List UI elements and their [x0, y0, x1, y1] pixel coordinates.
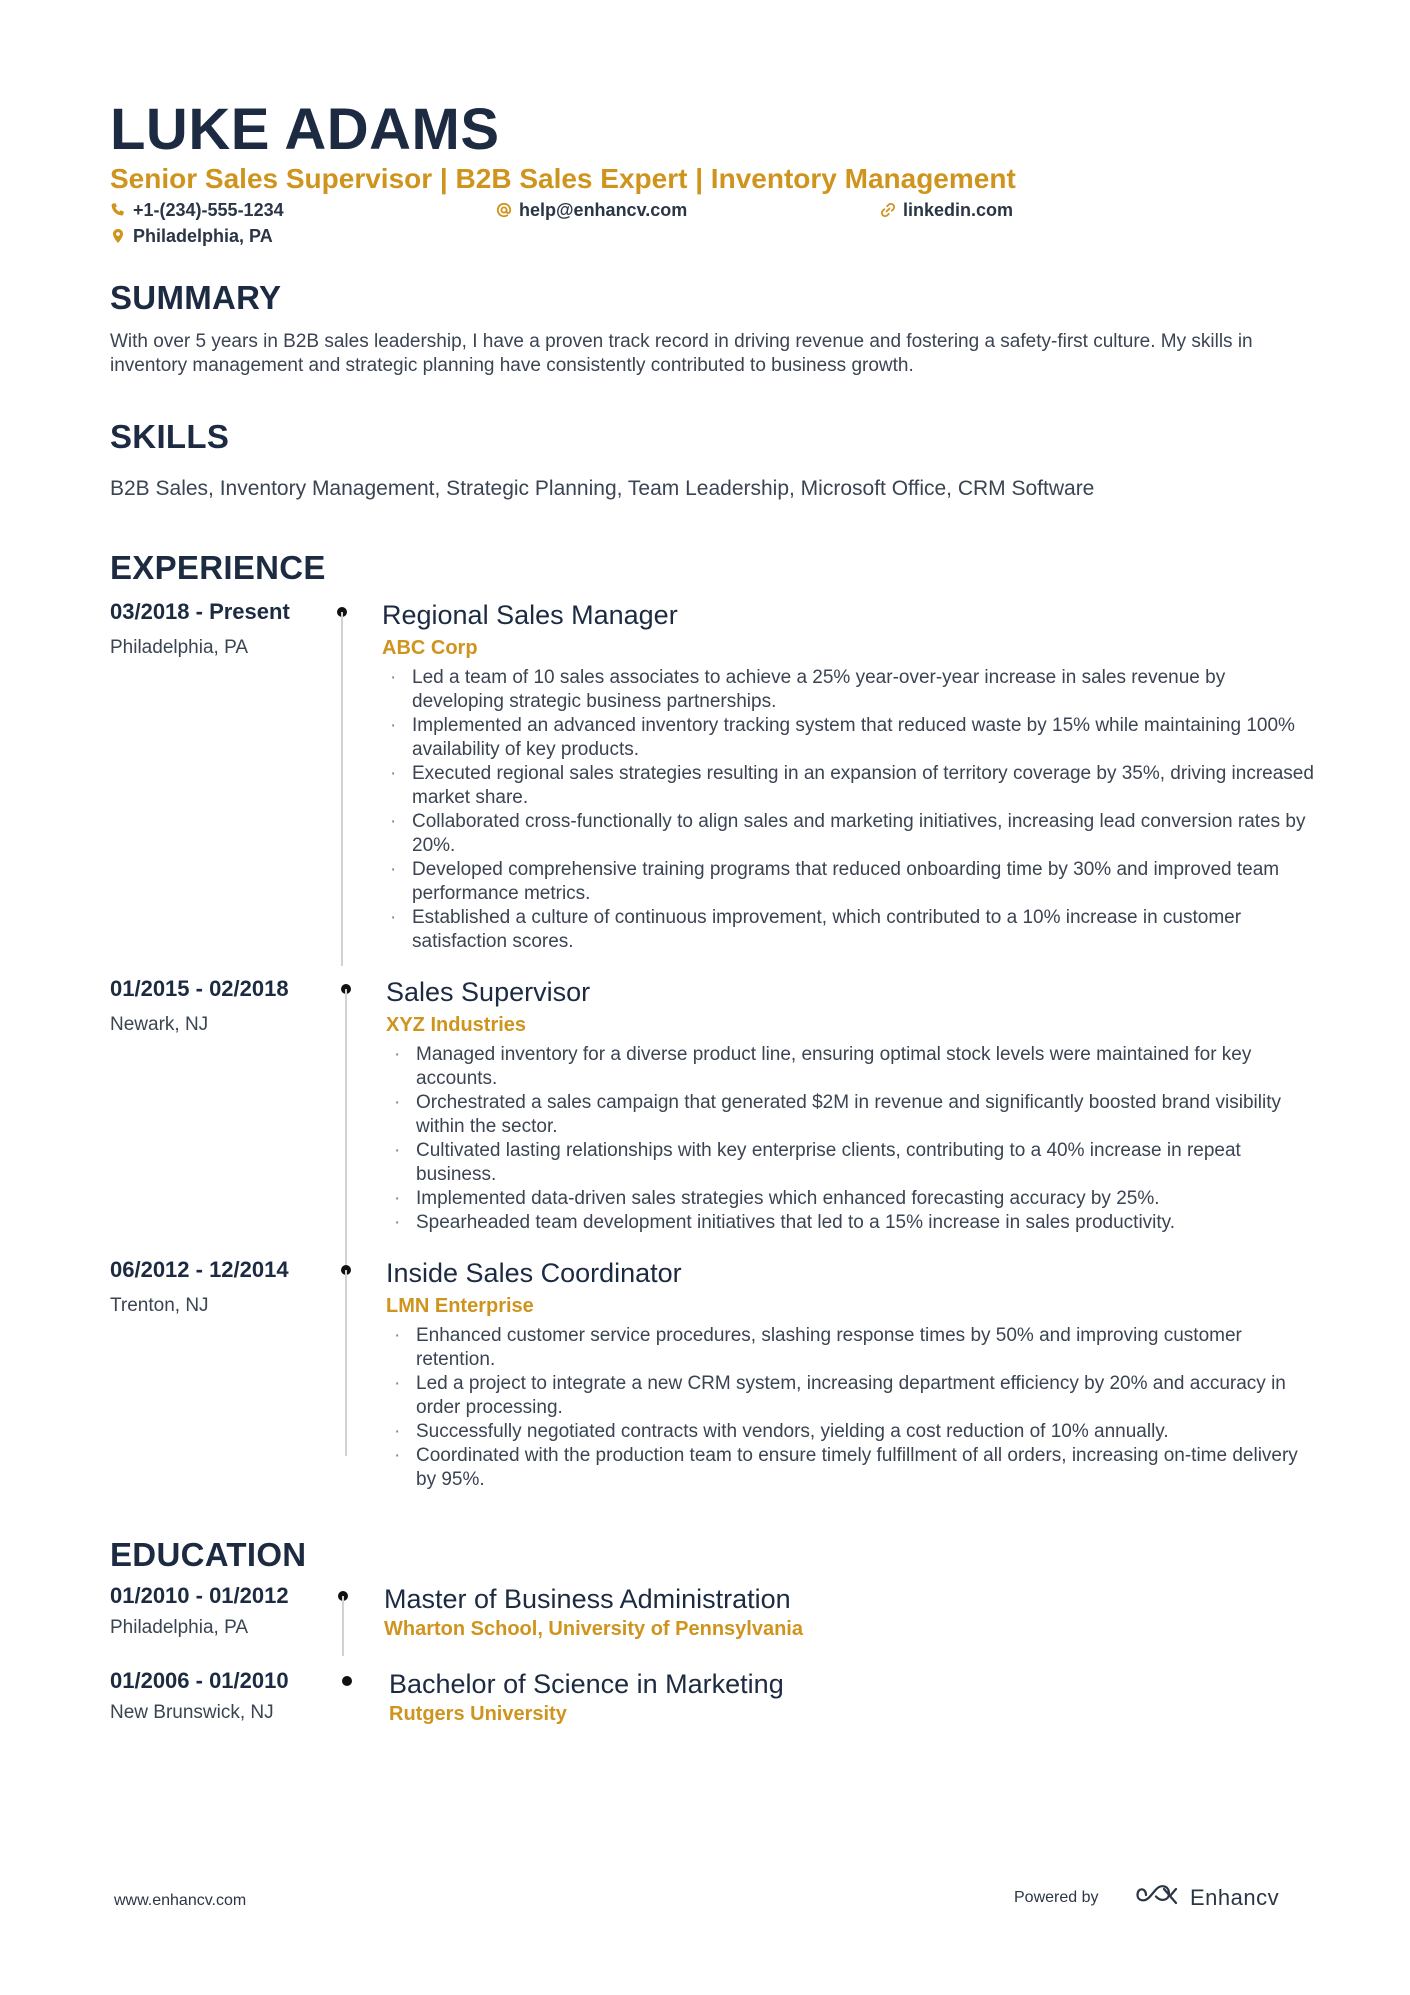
timeline-line [341, 612, 343, 966]
bullet-item: · Coordinated with the production team to ensure timely fulfillment of all orders, increasing on-time delivery by 95%. [394, 1445, 1298, 1490]
at-icon [496, 202, 512, 218]
entry-date: 03/2018 - Present [110, 599, 290, 624]
contact-email[interactable] [496, 199, 687, 221]
bullet-item: · Led a team of 10 sales associates to achieve a 25% year-over-year increase in sales revenue by developing strategic business partnerships. [390, 667, 1226, 712]
candidate-title: Senior Sales Supervisor | B2B Sales Expert | Inventory Management [110, 163, 1016, 194]
contact-phone [110, 199, 284, 221]
location-pin-icon [110, 228, 126, 244]
entry-date: 01/2010 - 01/2012 [110, 1583, 289, 1608]
bullet-item: · Successfully negotiated contracts with vendors, yielding a cost reduction of 10% annually. [394, 1421, 1169, 1442]
bullet-item: · Developed comprehensive training programs that reduced onboarding time by 30% and improved team performance metrics. [390, 859, 1280, 904]
entry-bullets [388, 1324, 1314, 1492]
entry-date: 01/2006 - 01/2010 [110, 1668, 289, 1693]
link-icon [880, 202, 896, 218]
bullet-item: · Implemented data-driven sales strategies which enhanced forecasting accuracy by 25%. [394, 1188, 1160, 1209]
location-text: Philadelphia, PA [133, 226, 273, 246]
entry-location: New Brunswick, NJ [110, 1702, 274, 1723]
bullet-item: · Spearheaded team development initiatives that led to a 15% increase in sales productivity. [394, 1212, 1176, 1233]
phone-icon [110, 202, 126, 218]
summary-heading: SUMMARY [110, 279, 282, 316]
bullet-item: · Led a project to integrate a new CRM system, increasing department efficiency by 20% and accuracy in order processing. [394, 1373, 1286, 1418]
timeline-line [345, 989, 347, 1265]
entry-bullets [384, 666, 1314, 954]
skills-heading: SKILLS [110, 418, 230, 455]
summary-text: With over 5 years in B2B sales leadership, I have a proven track record in driving revenue and fostering a safety-first culture. My skills in inventory management and strategic planning have consistently contributed to business growth. [110, 331, 1253, 376]
enhancv-brand: Enhancv [1190, 1884, 1280, 1910]
linkedin-link[interactable]: linkedin.com [903, 200, 1014, 220]
bullet-item: · Cultivated lasting relationships with key enterprise clients, contributing to a 40% increase in repeat business. [394, 1140, 1241, 1185]
bullet-item: · Managed inventory for a diverse product line, ensuring optimal stock levels were maintained for key accounts. [394, 1044, 1252, 1089]
phone-number: +1-(234)-555-1234 [133, 200, 284, 220]
bullet-item: · Implemented an advanced inventory tracking system that reduced waste by 15% while maintaining 100% availability of key products. [390, 715, 1295, 760]
experience-heading: EXPERIENCE [110, 549, 326, 586]
entry-bullets [388, 1043, 1314, 1235]
bullet-item: · Enhanced customer service procedures, slashing response times by 50% and improving customer retention. [394, 1325, 1242, 1370]
email-address[interactable]: help@enhancv.com [519, 200, 688, 220]
bullet-item: · Executed regional sales strategies resulting in an expansion of territory coverage by 35%, driving increased market share. [390, 763, 1314, 808]
education-heading: EDUCATION [110, 1536, 307, 1573]
entry-school: Wharton School, University of Pennsylvania [384, 1618, 803, 1640]
entry-location: Trenton, NJ [110, 1295, 209, 1316]
candidate-name: LUKE ADAMS [110, 97, 500, 162]
timeline-line [342, 1596, 344, 1656]
entry-degree: Bachelor of Science in Marketing [389, 1669, 784, 1699]
enhancv-logo-icon [1134, 1882, 1182, 1913]
bullet-item: · Orchestrated a sales campaign that generated $2M in revenue and significantly boosted brand visibility within the sector. [394, 1092, 1282, 1137]
bullet-item: · Established a culture of continuous improvement, which contributed to a 10% increase in customer satisfaction scores. [390, 907, 1242, 952]
entry-company: XYZ Industries [386, 1014, 527, 1036]
skills-text: B2B Sales, Inventory Management, Strategic Planning, Team Leadership, Microsoft Office, CRM Software [110, 477, 1095, 500]
entry-company: LMN Enterprise [386, 1295, 534, 1317]
entry-role: Regional Sales Manager [382, 600, 678, 630]
entry-location: Newark, NJ [110, 1014, 209, 1035]
powered-by-label: Powered by [1014, 1889, 1099, 1906]
entry-degree: Master of Business Administration [384, 1584, 791, 1614]
timeline-line [345, 1270, 347, 1456]
entry-location: Philadelphia, PA [110, 637, 249, 658]
entry-role: Sales Supervisor [386, 977, 591, 1007]
entry-date: 06/2012 - 12/2014 [110, 1257, 289, 1282]
timeline-dot [342, 1676, 352, 1686]
contact-link[interactable] [880, 199, 1013, 221]
entry-location: Philadelphia, PA [110, 1617, 249, 1638]
entry-company: ABC Corp [382, 637, 478, 659]
footer-website[interactable]: www.enhancv.com [114, 1892, 247, 1909]
enhancv-logo[interactable] [1134, 1882, 1279, 1913]
entry-date: 01/2015 - 02/2018 [110, 976, 289, 1001]
entry-role: Inside Sales Coordinator [386, 1258, 682, 1288]
bullet-item: · Collaborated cross-functionally to align sales and marketing initiatives, increasing lead conversion rates by 20%. [390, 811, 1306, 856]
contact-location [110, 225, 273, 247]
entry-school: Rutgers University [389, 1703, 567, 1725]
